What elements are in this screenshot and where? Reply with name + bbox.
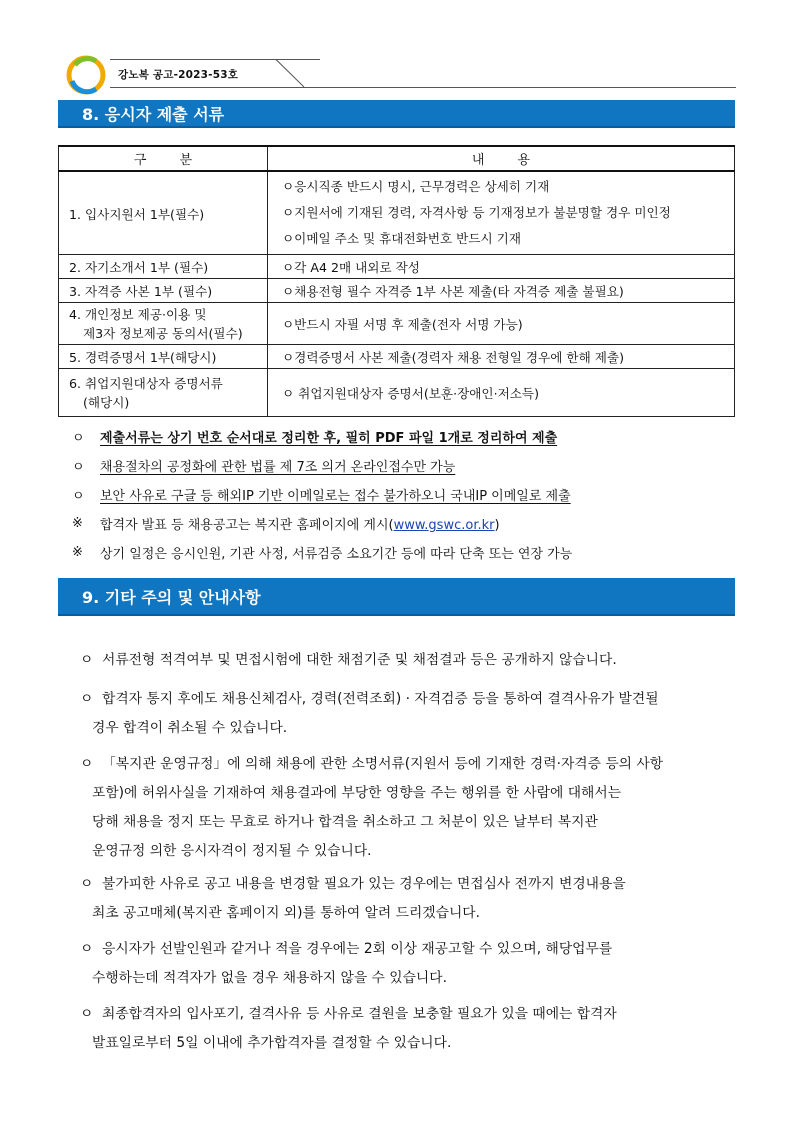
notice-line: 「복지관 운영규정」에 의해 채용에 관한 소명서류(지원서 등에 기재한 경력·자격증 등의 사항 bbox=[102, 756, 664, 772]
table-row bbox=[59, 171, 735, 255]
label-line: 6. 취업지원대상자 증명서류 bbox=[69, 375, 223, 391]
note-text bbox=[100, 514, 500, 533]
notice-line: 불가피한 사유로 공고 내용을 변경할 필요가 있는 경우에는 면접심사 전까지 변경내용을 bbox=[102, 876, 626, 892]
content-line: ㅇ지원서에 기재된 경력, 자격사항 등 기재정보가 불분명할 경우 미인정 bbox=[282, 205, 671, 220]
note-text-after: ) bbox=[494, 518, 500, 533]
table-header-row bbox=[59, 146, 735, 171]
circle-bullet-icon: ㅇ bbox=[80, 1006, 94, 1022]
table-row bbox=[59, 369, 735, 417]
notice-line: 응시자가 선발인원과 같거나 적을 경우에는 2회 이상 재공고할 수 있으며, 해당업무를 bbox=[102, 941, 613, 957]
row-label: 1. 입사지원서 1부(필수) bbox=[59, 171, 268, 255]
table-row bbox=[59, 279, 735, 303]
circle-bullet-icon: ㅇ bbox=[80, 652, 94, 668]
notice-line: 운영규정 의한 응시자격이 정지될 수 있습니다. bbox=[92, 843, 372, 859]
row-content: ㅇ채용전형 필수 자격증 1부 사본 제출(타 자격증 제출 불필요) bbox=[268, 279, 735, 303]
row-content: ㅇ경력증명서 사본 제출(경력자 채용 전형일 경우에 한해 제출) bbox=[268, 345, 735, 369]
note-item bbox=[72, 480, 732, 509]
notice-line: 포함)에 허위사실을 기재하여 채용결과에 부당한 영향을 주는 행위를 한 사람에 대해서는 bbox=[92, 785, 622, 801]
notice-line: 합격자 통지 후에도 채용신체검사, 경력(전력조회) · 자격검증 등을 통하여 결격사유가 발견될 bbox=[102, 691, 659, 707]
note-item bbox=[72, 538, 732, 567]
reference-mark-icon: ※ bbox=[72, 516, 83, 531]
submission-documents-table bbox=[58, 145, 735, 417]
table-row bbox=[59, 345, 735, 369]
notice-line: 수행하는데 적격자가 없을 경우 채용하지 않을 수 있습니다. bbox=[92, 970, 447, 986]
reference-mark-icon: ※ bbox=[72, 545, 83, 560]
circle-bullet-icon: ㅇ bbox=[80, 691, 94, 707]
notice-line: 최종합격자의 입사포기, 결격사유 등 사유로 결원을 보충할 필요가 있을 때에는 합격자 bbox=[102, 1006, 617, 1022]
row-content: ㅇ각 A4 2매 내외로 작성 bbox=[268, 255, 735, 279]
section-9-title: 9. 기타 주의 및 안내사항 bbox=[58, 578, 735, 616]
circle-bullet-icon: ㅇ bbox=[72, 489, 85, 504]
label-line: (해당시) bbox=[83, 394, 130, 410]
notice-line: 경우 합격이 취소될 수 있습니다. bbox=[92, 720, 288, 736]
circle-bullet-icon: ㅇ bbox=[80, 876, 94, 892]
note-text-before: 합격자 발표 등 채용공고는 복지관 홈페이지에 게시( bbox=[100, 518, 394, 533]
notice-line: 당해 채용을 정지 또는 무효로 하거나 합격을 취소하고 그 처분이 있은 날부터 복지관 bbox=[92, 814, 598, 830]
header-tab-slant bbox=[276, 59, 306, 87]
label-line: 4. 개인정보 제공·이용 및 bbox=[69, 306, 207, 322]
circle-bullet-icon: ㅇ bbox=[72, 431, 85, 446]
row-label bbox=[59, 303, 268, 345]
row-content: ㅇ 취업지원대상자 증명서(보훈·장애인·저소득) bbox=[268, 369, 735, 417]
column-header-content: 내 용 bbox=[268, 146, 735, 171]
document-number: 강노복 공고-2023-53호 bbox=[118, 69, 239, 81]
row-label: 5. 경력증명서 1부(해당시) bbox=[59, 345, 268, 369]
row-label bbox=[59, 369, 268, 417]
organization-logo-icon bbox=[66, 55, 106, 95]
note-item bbox=[72, 422, 732, 451]
content-line: ㅇ응시직종 반드시 명시, 근무경력은 상세히 기재 bbox=[282, 179, 550, 194]
notice-line: 최초 공고매체(복지관 홈페이지 외)를 통하여 알려 드리겠습니다. bbox=[92, 905, 480, 921]
row-label: 2. 자기소개서 1부 (필수) bbox=[59, 255, 268, 279]
content-line: ㅇ이메일 주소 및 휴대전화번호 반드시 기재 bbox=[282, 231, 521, 246]
document-header bbox=[66, 55, 736, 91]
homepage-link[interactable]: www.gswc.or.kr bbox=[393, 518, 495, 533]
notice-line: 서류전형 적격여부 및 면접시험에 대한 채점기준 및 채점결과 등은 공개하지 않습니다. bbox=[102, 652, 617, 668]
table-row bbox=[59, 255, 735, 279]
notice-line: 발표일로부터 5일 이내에 추가합격자를 결정할 수 있습니다. bbox=[92, 1035, 452, 1051]
row-label: 3. 자격증 사본 1부 (필수) bbox=[59, 279, 268, 303]
note-text: 상기 일정은 응시인원, 기관 사정, 서류검증 소요기간 등에 따라 단축 또는 연장 가능 bbox=[100, 547, 573, 562]
table-row bbox=[59, 303, 735, 345]
circle-bullet-icon: ㅇ bbox=[72, 460, 85, 475]
note-text: 제출서류는 상기 번호 순서대로 정리한 후, 필히 PDF 파일 1개로 정리하여 제출 bbox=[100, 431, 558, 446]
circle-bullet-icon: ㅇ bbox=[80, 941, 94, 957]
circle-bullet-icon: ㅇ bbox=[80, 756, 94, 772]
label-line: 제3자 정보제공 동의서(필수) bbox=[83, 325, 243, 341]
note-item bbox=[72, 451, 732, 480]
submission-notes bbox=[72, 422, 732, 567]
note-item bbox=[72, 509, 732, 538]
header-rule bbox=[110, 87, 736, 88]
note-text: 보안 사유로 구글 등 해외IP 기반 이메일로는 접수 불가하오니 국내IP 이메일로 제출 bbox=[100, 489, 571, 504]
note-text: 채용절차의 공정화에 관한 법률 제 7조 의거 온라인접수만 가능 bbox=[100, 460, 456, 475]
row-content: ㅇ반드시 자필 서명 후 제출(전자 서명 가능) bbox=[268, 303, 735, 345]
section-8-title: 8. 응시자 제출 서류 bbox=[58, 100, 735, 128]
row-content bbox=[268, 171, 735, 255]
column-header-category: 구 분 bbox=[59, 146, 268, 171]
